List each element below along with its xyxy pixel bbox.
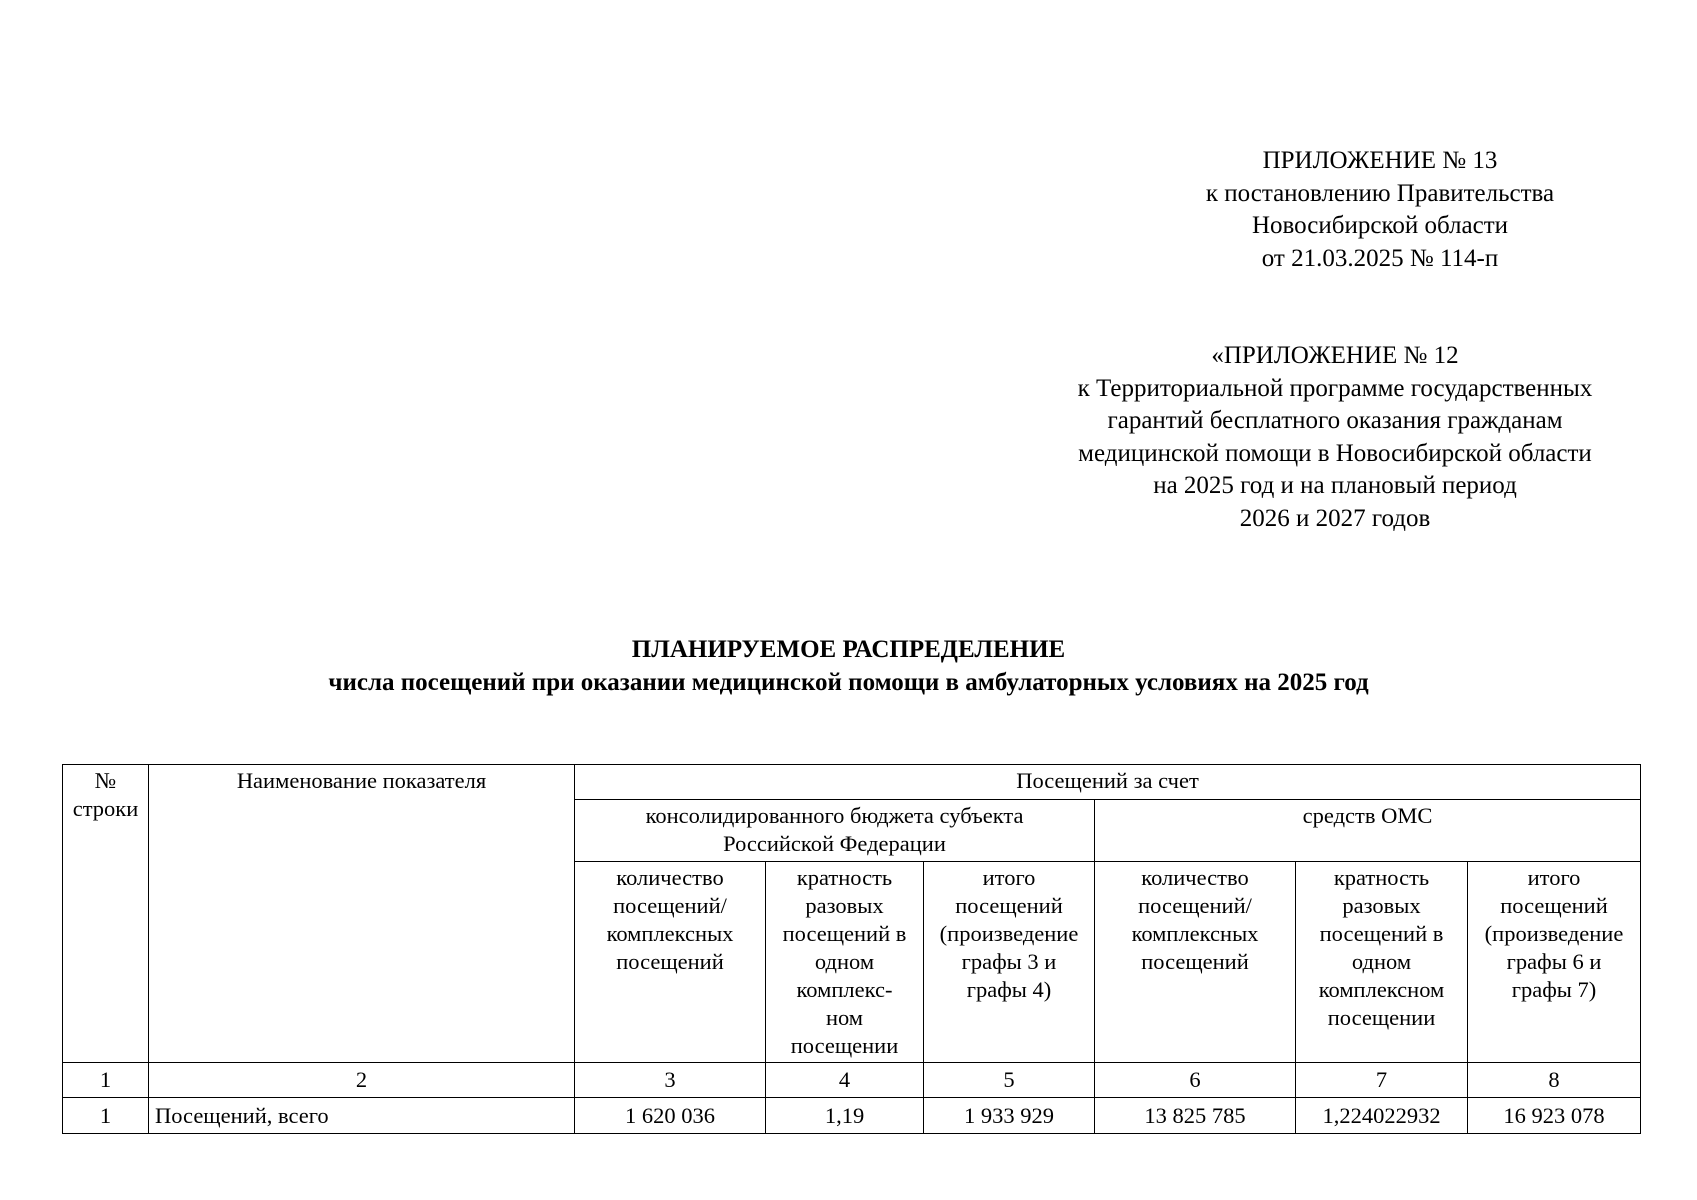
appendix-13-line: ПРИЛОЖЕНИЕ № 13 (1262, 147, 1498, 174)
column-number: 4 (766, 1063, 924, 1098)
header-indicator-name: Наименование показателя (149, 765, 575, 1063)
header-oms-ratio: кратность разовых посещений в одном комплексном посещении (1296, 862, 1468, 1063)
header-oms-count: количество посещений/ комплексных посещений (1095, 862, 1296, 1063)
column-number: 7 (1296, 1063, 1468, 1098)
header-budget-total: итого посещений (произведение графы 3 и графы 4) (924, 862, 1095, 1063)
column-number-row (63, 1063, 1641, 1098)
column-number: 8 (1468, 1063, 1641, 1098)
appendix-12-line: медицинской помощи в Новосибирской области (1078, 439, 1592, 467)
column-number: 6 (1095, 1063, 1296, 1098)
column-number: 2 (149, 1063, 575, 1098)
column-number: 3 (575, 1063, 766, 1098)
title-main: ПЛАНИРУЕМОЕ РАСПРЕДЕЛЕНИЕ (631, 636, 1066, 663)
row-number: 1 (63, 1098, 149, 1134)
appendix-13-line: Новосибирской области (1251, 212, 1509, 239)
appendix-12-line: гарантий бесплатного оказания гражданам (1107, 407, 1563, 434)
header-oms-total: итого посещений (произведение графы 6 и графы 7) (1468, 862, 1641, 1063)
header-row-number: № строки (63, 765, 149, 1063)
column-number: 1 (63, 1063, 149, 1098)
header-oms-group: средств ОМС (1095, 800, 1641, 862)
row-indicator-name: Посещений, всего (149, 1098, 575, 1134)
appendix-13-line: к постановлению Правительства (1205, 179, 1555, 207)
column-number: 5 (924, 1063, 1095, 1098)
appendix-12-header (1035, 340, 1635, 535)
header-budget-ratio: кратность разовых посещений в одном комплекс- ном посещении (766, 862, 924, 1063)
appendix-12-line: 2026 и 2027 годов (1239, 504, 1431, 532)
row-oms-ratio: 1,224022932 (1296, 1098, 1468, 1134)
row-oms-count: 13 825 785 (1095, 1098, 1296, 1134)
row-oms-total: 16 923 078 (1468, 1098, 1641, 1134)
header-visits-funded-by: Посещений за счет (575, 765, 1641, 800)
header-budget-count: количество посещений/ комплексных посещений (575, 862, 766, 1063)
appendix-12-line: «ПРИЛОЖЕНИЕ № 12 (1211, 342, 1459, 369)
table-row (63, 1098, 1641, 1134)
appendix-12-line: на 2025 год и на плановый период (1153, 472, 1517, 499)
row-budget-ratio: 1,19 (766, 1098, 924, 1134)
row-budget-count: 1 620 036 (575, 1098, 766, 1134)
appendix-13-header (1155, 145, 1605, 275)
appendix-13-line: от 21.03.2025 № 114-п (1261, 244, 1499, 272)
visits-distribution-table (62, 764, 1641, 1134)
title-sub: числа посещений при оказании медицинской помощи в амбулаторных условиях на 2025 год (328, 669, 1369, 696)
header-budget-group: консолидированного бюджета субъекта Российской Федерации (575, 800, 1095, 862)
appendix-12-line: к Территориальной программе государственных (1077, 374, 1593, 402)
row-budget-total: 1 933 929 (924, 1098, 1095, 1134)
document-title (100, 633, 1597, 699)
